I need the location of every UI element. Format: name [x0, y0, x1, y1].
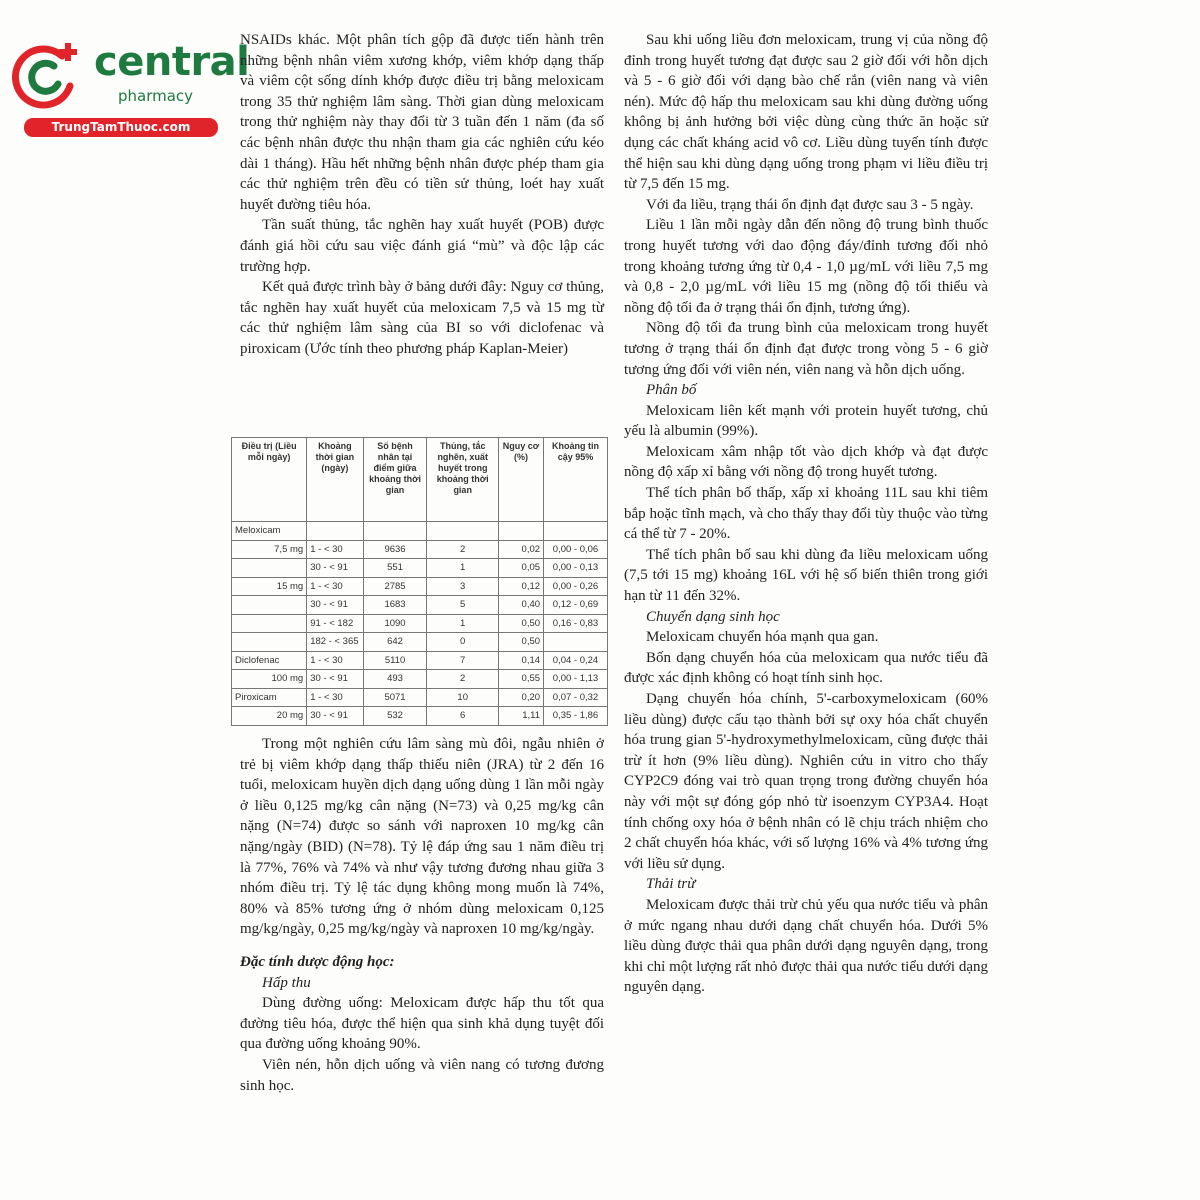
table-cell: [232, 633, 307, 652]
table-row: [232, 633, 608, 652]
table-cell: 6: [427, 707, 498, 726]
left-column-lower: [240, 734, 604, 1096]
table-cell: 0,16 - 0,83: [544, 614, 608, 633]
table-cell: 1 - < 30: [307, 540, 363, 559]
paragraph: Meloxicam chuyển hóa mạnh qua gan.: [646, 629, 879, 646]
column-header: Số bệnh nhân tại điểm giữa khoảng thời gian: [363, 438, 427, 522]
paragraph: Sau khi uống liều đơn meloxicam, trung vị của nồng độ đỉnh trong huyết tương đạt được sau 2 giờ đối với hỗn dịch và 5 - 6 giờ đối với dạng bào chế rắn (viên nang và viên nén). Mức độ hấp thu meloxicam sau khi dùng đường uống không bị ảnh hưởng bởi việc dùng cùng thức ăn hoặc sử dụng các chất kháng acid vô cơ. Liều dùng tuyến tính được thể hiện sau khi dùng dạng uống trong phạm vi liều điều trị từ 7,5 đến 15 mg.: [624, 32, 988, 193]
table-cell: 1090: [363, 614, 427, 633]
table-cell: 0,07 - 0,32: [544, 688, 608, 707]
table-cell: Meloxicam: [232, 522, 307, 541]
paragraph: Viên nén, hỗn dịch uống và viên nang có tương đương sinh học.: [240, 1056, 604, 1094]
table-cell: 1 - < 30: [307, 651, 363, 670]
table-cell: 493: [363, 670, 427, 689]
table-cell: [498, 522, 543, 541]
paragraph: Meloxicam xâm nhập tốt vào dịch khớp và đạt được nồng độ xấp xỉ bằng với nồng độ trong huyết tương.: [624, 443, 988, 481]
table-cell: [232, 614, 307, 633]
column-header: Nguy cơ (%): [498, 438, 543, 522]
table-cell: 30 - < 91: [307, 596, 363, 615]
table-cell: 2: [427, 540, 498, 559]
table-cell: 532: [363, 707, 427, 726]
table-cell: 91 - < 182: [307, 614, 363, 633]
table-cell: 0,12: [498, 577, 543, 596]
table-cell: 0,00 - 1,13: [544, 670, 608, 689]
column-header: Khoảng tin cậy 95%: [544, 438, 608, 522]
table-cell: 10: [427, 688, 498, 707]
table-cell: 3: [427, 577, 498, 596]
table-cell: 0,55: [498, 670, 543, 689]
table-cell: [232, 596, 307, 615]
table-cell: [363, 522, 427, 541]
central-pharmacy-logo[interactable]: [10, 34, 250, 138]
table-cell: 5110: [363, 651, 427, 670]
paragraph: Dạng chuyển hóa chính, 5'-carboxymeloxicam (60% liều dùng) được cấu tạo thành bởi sự oxy hóa chất chuyển hóa trung gian 5'-hydroxymethylmeloxicam, cũng được thải trừ ít hơn (9% liều dùng). Nghiên cứu in vitro cho thấy CYP2C9 đóng vai trò quan trọng trong đường chuyển hóa này với một sự đóng góp nhỏ từ isoenzym CYP3A4. Hoạt tính chống oxy hóa ở bệnh nhân có lẽ chịu trách nhiệm cho 2 chất chuyển hóa khác, với số lượng 16% và 4% tương ứng với liều sử dụng.: [624, 691, 988, 872]
paragraph: Liều 1 lần mỗi ngày dẫn đến nồng độ trung bình thuốc trong huyết tương với dao động đáy/đỉnh tương đối nhỏ trong khoảng tương ứng từ 0,4 - 1,0 µg/mL với liều 7,5 mg và 0,8 - 2,0 µg/mL với liều 15 mg (nồng độ tối thiểu và nồng độ tối đa ở trạng thái ổn định, tương ứng).: [624, 217, 988, 316]
table-cell: 0,50: [498, 633, 543, 652]
paragraph: NSAIDs khác. Một phân tích gộp đã được tiến hành trên những bệnh nhân viêm xương khớp, viêm khớp dạng thấp và viêm cột sống dính khớp được điều trị bằng meloxicam trong 35 thử nghiệm lâm sàng. Thời gian dùng meloxicam trong thử nghiệm này thay đổi từ 3 tuần đến 1 năm (đa số các bệnh nhân được thu nhận tham gia các nghiên cứu kéo dài 1 tháng). Hầu hết những bệnh nhân được phép tham gia các thử nghiệm trên đều có tiền sử thủng, loét hay xuất huyết đường tiêu hóa.: [240, 32, 604, 213]
table-cell: 7: [427, 651, 498, 670]
paragraph: Kết quả được trình bày ở bảng dưới đây: Nguy cơ thủng, tắc nghẽn hay xuất huyết của meloxicam 7,5 và 15 mg từ các thử nghiệm lâm sàng của BI so với diclofenac và piroxicam (Ước tính theo phương pháp Kaplan-Meier): [240, 279, 604, 357]
table-cell: 0,50: [498, 614, 543, 633]
table-cell: 0,20: [498, 688, 543, 707]
table-cell: 20 mg: [232, 707, 307, 726]
table-cell: 0,00 - 0,13: [544, 559, 608, 578]
table-cell: [232, 559, 307, 578]
paragraph: Thể tích phân bố sau khi dùng đa liều meloxicam uống (7,5 tới 15 mg) khoảng 16L với hệ số biến thiên trong giới hạn từ 11 đến 32%.: [624, 546, 988, 605]
table-row: [232, 651, 608, 670]
table-row: [232, 614, 608, 633]
paragraph: Bốn dạng chuyển hóa của meloxicam qua nước tiểu đã được xác định không có hoạt tính sinh học.: [624, 649, 988, 687]
table-cell: 0,00 - 0,26: [544, 577, 608, 596]
table-cell: [544, 522, 608, 541]
table-row: [232, 596, 608, 615]
logo-subtitle: pharmacy: [118, 87, 194, 105]
column-header: Khoảng thời gian (ngày): [307, 438, 363, 522]
table-row: [232, 670, 608, 689]
paragraph: Dùng đường uống: Meloxicam được hấp thu tốt qua đường tiêu hóa, được thể hiện qua sinh khả dụng tuyệt đối qua đường uống khoảng 90%.: [240, 995, 604, 1053]
paragraph: Thể tích phân bố thấp, xấp xỉ khoảng 11L sau khi tiêm bắp hoặc tĩnh mạch, và cho thấy thay đổi tùy thuộc vào từng cá thể từ 7 - 20%.: [624, 485, 988, 543]
table-cell: 0,00 - 0,06: [544, 540, 608, 559]
logo-url-badge: TrungTamThuoc.com: [24, 118, 218, 137]
risk-table: [231, 437, 608, 722]
table-cell: 9636: [363, 540, 427, 559]
table-cell: 1 - < 30: [307, 688, 363, 707]
table-cell: 30 - < 91: [307, 559, 363, 578]
table-cell: [307, 522, 363, 541]
column-header: Điều trị (Liều mỗi ngày): [232, 438, 307, 522]
paragraph: Meloxicam được thải trừ chủ yếu qua nước tiểu và phân ở mức ngang nhau dưới dạng chất chuyển hóa. Dưới 5% liều dùng được thải qua phân dưới dạng nguyên dạng, trong khi chỉ một lượng rất nhỏ được thải qua nước tiểu dưới dạng nguyên dạng.: [624, 896, 988, 996]
table-cell: [427, 522, 498, 541]
paragraph: Trong một nghiên cứu lâm sàng mù đôi, ngẫu nhiên ở trẻ bị viêm khớp dạng thấp thiếu niên (JRA) từ 2 đến 16 tuổi, meloxicam huyền dịch dạng uống dùng 1 lần mỗi ngày ở liều 0,125 mg/kg cân nặng (N=73) và 0,25 mg/kg cân nặng (N=74) được so sánh với naproxen 10 mg/kg cân nặng/ngày (BID) (N=78). Tỷ lệ đáp ứng sau 1 năm điều trị là 77%, 76% và 74% và như vậy tương đương nhau giữa 3 nhóm điều trị. Tỷ lệ tác dụng không mong muốn là 74%, 80% và 85% tương ứng ở nhóm dùng meloxicam 0,125 mg/kg/ngày, 0,25 mg/kg/ngày và naproxen 10 mg/kg/ngày.: [240, 736, 604, 938]
logo-name: central: [94, 39, 250, 85]
paragraph: Với đa liều, trạng thái ổn định đạt được sau 3 - 5 ngày.: [646, 196, 974, 213]
pharmacy-cross-logo-icon: [10, 40, 82, 112]
table-cell: 0,14: [498, 651, 543, 670]
right-column: [624, 30, 988, 998]
table-row: [232, 688, 608, 707]
subsection-heading: Thải trừ: [646, 876, 696, 893]
table-cell: 0,40: [498, 596, 543, 615]
table-cell: 2: [427, 670, 498, 689]
table-cell: 0,02: [498, 540, 543, 559]
table-row: [232, 577, 608, 596]
table-cell: 1: [427, 614, 498, 633]
subsection-heading: Chuyển dạng sinh học: [646, 608, 780, 625]
subsection-heading: Phân bố: [646, 382, 697, 399]
table-cell: 642: [363, 633, 427, 652]
table-cell: 1: [427, 559, 498, 578]
table-cell: 551: [363, 559, 427, 578]
table-cell: 5: [427, 596, 498, 615]
column-header: Thủng, tắc nghẽn, xuất huyết trong khoảng thời gian: [427, 438, 498, 522]
table-cell: Piroxicam: [232, 688, 307, 707]
left-column: [240, 30, 604, 360]
table-cell: 5071: [363, 688, 427, 707]
table-row: [232, 559, 608, 578]
table-cell: 7,5 mg: [232, 540, 307, 559]
subsection-heading: Hấp thu: [262, 974, 311, 991]
table-cell: 1683: [363, 596, 427, 615]
table-cell: 30 - < 91: [307, 707, 363, 726]
table-cell: 30 - < 91: [307, 670, 363, 689]
table-row: [232, 707, 608, 726]
table-cell: 0: [427, 633, 498, 652]
paragraph: Meloxicam liên kết mạnh với protein huyết tương, chủ yếu là albumin (99%).: [624, 402, 988, 440]
table-cell: 100 mg: [232, 670, 307, 689]
table-row: [232, 540, 608, 559]
table-cell: 0,04 - 0,24: [544, 651, 608, 670]
table-cell: 182 - < 365: [307, 633, 363, 652]
table-cell: [544, 633, 608, 652]
table-header-row: [232, 438, 608, 522]
table-cell: 0,05: [498, 559, 543, 578]
table-row: [232, 522, 608, 541]
paragraph: Nồng độ tối đa trung bình của meloxicam trong huyết tương ở trạng thái ổn định đạt được trong vòng 5 - 6 giờ tương ứng đối với viên nén, viên nang và hỗn dịch uống.: [624, 320, 988, 378]
section-heading: Đặc tính dược động học:: [240, 953, 395, 970]
table-cell: 1,11: [498, 707, 543, 726]
paragraph: Tần suất thủng, tắc nghẽn hay xuất huyết (POB) được đánh giá hồi cứu sau việc đánh giá “mù” và độc lập các trường hợp.: [240, 217, 604, 275]
table-cell: 2785: [363, 577, 427, 596]
table-cell: 0,12 - 0,69: [544, 596, 608, 615]
table-cell: 0,35 - 1,86: [544, 707, 608, 726]
table-cell: 15 mg: [232, 577, 307, 596]
table-cell: 1 - < 30: [307, 577, 363, 596]
table-cell: Diclofenac: [232, 651, 307, 670]
